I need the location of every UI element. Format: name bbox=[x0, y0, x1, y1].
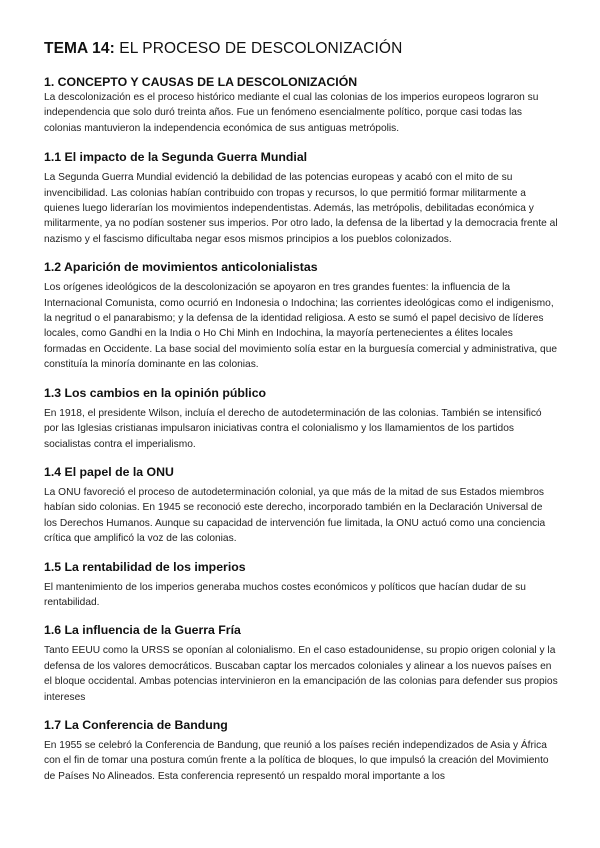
document-page bbox=[44, 40, 558, 797]
section-heading: 1.4 El papel de la ONU bbox=[44, 464, 174, 479]
section-1-7 bbox=[44, 718, 558, 784]
section-paragraph: En 1918, el presidente Wilson, incluía el derecho de autodeterminación de las colonias. También se intensificó por las Iglesias cristianas impulsaron iniciativas contra el colonialismo y los llamamientos de los partidos socialistas contra el imperialismo. bbox=[44, 407, 542, 450]
section-heading: 1.3 Los cambios en la opinión público bbox=[44, 385, 267, 400]
document-title bbox=[44, 40, 558, 58]
document-title-rest: EL PROCESO DE DESCOLONIZACIÓN bbox=[114, 40, 403, 57]
section-1-2 bbox=[44, 260, 558, 372]
document-title-prefix: TEMA 14: bbox=[44, 40, 115, 57]
chapter-intro-paragraph: La descolonización es el proceso histórico mediante el cual las colonias de los imperios europeos lograron su independencia que solo duró treinta años. Fue un fenómeno esencialmente político, porque casi todas las colonias mantuvieron la independencia económica de sus antiguas metrópolis. bbox=[44, 92, 539, 134]
chapter-heading: 1. CONCEPTO Y CAUSAS DE LA DESCOLONIZACIÓN bbox=[44, 75, 358, 89]
section-heading: 1.1 El impacto de la Segunda Guerra Mundial bbox=[44, 150, 308, 165]
section-paragraph: La Segunda Guerra Mundial evidenció la debilidad de las potencias europeas y acabó con el mito de su invencibilidad. Las colonias habían contribuido con tropas y recursos, lo que permitió formar militarmente a quienes luego liderarían los movimientos independentistas. Además, las metrópolis, debilitadas económica y militarmente, ya no podían sostener sus imperios. Por otro lado, la defensa de la libertad y la democracia frente al nazismo y el fascismo dificultaba negar esos mismos principios a los pueblos colonizados. bbox=[44, 172, 558, 245]
chapter-section bbox=[44, 75, 558, 136]
section-1-4 bbox=[44, 465, 558, 547]
section-paragraph: El mantenimiento de los imperios generaba muchos costes económicos y políticos que hacían dudar de su rentabilidad. bbox=[44, 581, 526, 608]
section-1-6 bbox=[44, 623, 558, 705]
section-paragraph: Tanto EEUU como la URSS se oponían al colonialismo. En el caso estadounidense, su propio origen colonial y la defensa de los valores democráticos. Buscaban captar los mercados coloniales y alinear a los nuevos países en el bloque occidental. Ambas potencias intervinieron en la emancipación de las colonias para defender sus propios intereses bbox=[44, 645, 558, 703]
section-paragraph: En 1955 se celebró la Conferencia de Bandung, que reunió a los países recién independizados de Asia y África con el fin de tomar una postura común frente a la política de bloques, lo que impulsó la creación del Movimiento de Países No Alineados. Esta conferencia representó un respaldo moral importante a los bbox=[44, 739, 549, 782]
section-paragraph: Los orígenes ideológicos de la descolonización se apoyaron en tres grandes fuentes: la influencia de la Internacional Comunista, como ocurrió en Indonesia o Indochina; las corrientes ideológicas como el indigenismo, la negritud o el panarabismo; y la defensa de la identidad religiosa. A esto se sumó el papel decisivo de líderes locales, como Gandhi en la India o Ho Chi Minh en Indochina, la mayoría pertenecientes a élites locales formadas en Occidente. La base social del movimiento solía estar en la burguesía comercial y administrativa, que constituía la minoría dominante en las colonias. bbox=[44, 282, 558, 371]
section-1-3 bbox=[44, 386, 558, 452]
section-heading: 1.5 La rentabilidad de los imperios bbox=[44, 559, 246, 574]
section-heading: 1.2 Aparición de movimientos anticolonialistas bbox=[44, 260, 318, 275]
section-paragraph: La ONU favoreció el proceso de autodeterminación colonial, ya que más de la mitad de sus Estados miembros habían sido colonias. En 1945 se reconoció este derecho, incorporado también en la Declaración Universal de los Derechos Humanos. Aunque su capacidad de intervención fue limitada, la ONU actuó como una conciencia crítica que amplificó la voz de las colonias. bbox=[44, 486, 546, 545]
section-heading: 1.7 La Conferencia de Bandung bbox=[44, 717, 228, 732]
section-1-1 bbox=[44, 150, 558, 247]
section-heading: 1.6 La influencia de la Guerra Fría bbox=[44, 623, 241, 638]
section-1-5 bbox=[44, 560, 558, 611]
